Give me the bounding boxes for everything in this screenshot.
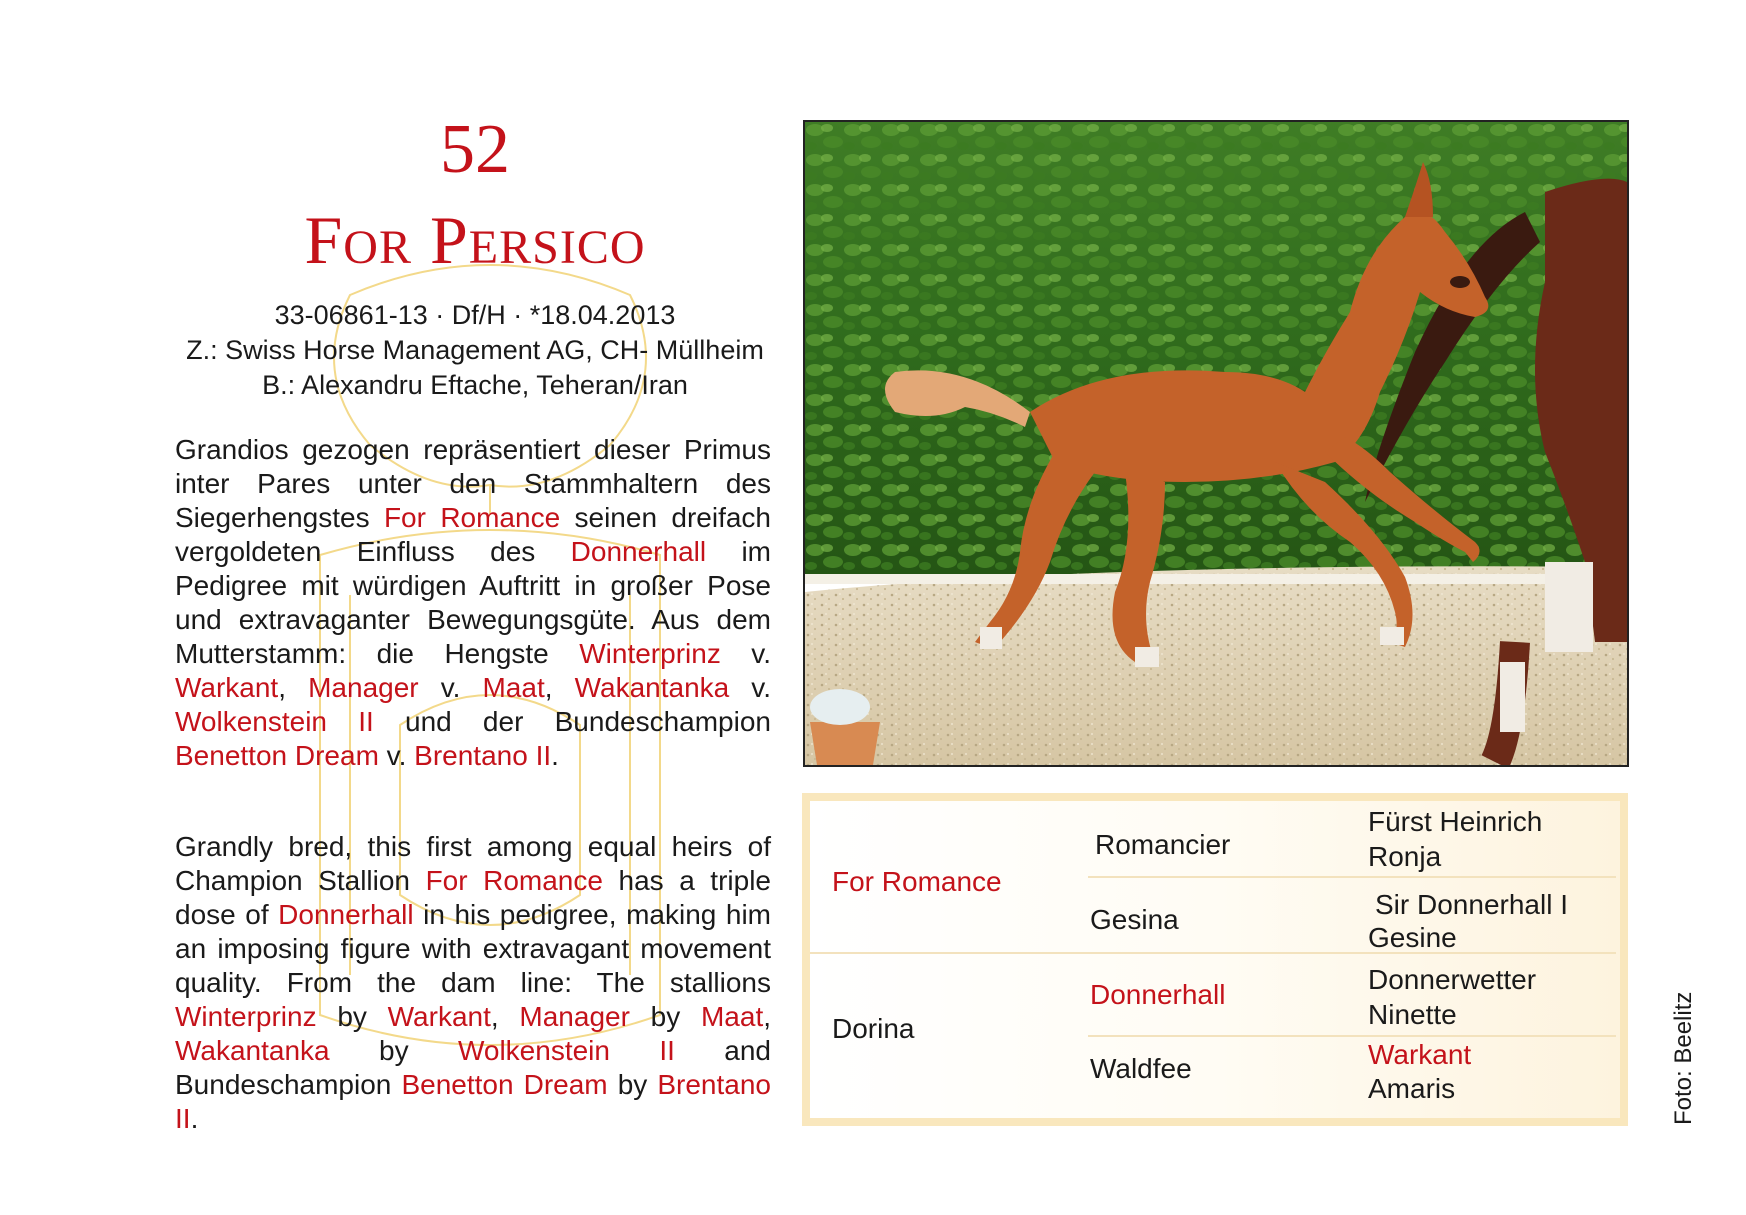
description-text-segment: v. <box>729 672 772 703</box>
pedigree-sd-sire: Sir Donnerhall I <box>1375 889 1568 920</box>
description-text-segment: . <box>190 1103 199 1134</box>
highlighted-horse-name: Donnerhall <box>278 899 414 930</box>
pedigree-divider-main <box>810 952 1616 954</box>
description-text-segment: Grandly bred, this first among equal heirs of Champion Stallion <box>175 831 771 896</box>
pedigree-sire: For Romance <box>832 866 1002 897</box>
registration-line: 33-06861-13 · Df/H · *18.04.2013 <box>274 300 676 330</box>
highlighted-horse-name: Manager <box>519 1001 630 1032</box>
photo-credit: Foto: Beelitz <box>1670 991 1697 1125</box>
horse-photo <box>803 120 1629 767</box>
pedigree-sd-dam: Gesine <box>1368 922 1457 953</box>
pedigree-inner <box>810 801 1620 1118</box>
description-text-segment: v. <box>418 672 483 703</box>
horse-name: For Persico <box>304 202 646 278</box>
highlighted-horse-name: Winterprinz <box>579 638 721 669</box>
highlighted-horse-name: Maat <box>482 672 545 703</box>
description-text-segment: . <box>551 740 559 771</box>
pedigree-table <box>802 793 1628 1126</box>
highlighted-horse-name: Brentano II <box>175 1069 771 1134</box>
foal-photo-illustration <box>805 122 1627 765</box>
description-text-segment: by <box>316 1001 388 1032</box>
description-text-segment: im Pedigree mit würdigen Auftritt in großer Pose und extravaganter Bewegungsgüte. Aus dem Mutterstamm: die Hengste <box>175 536 771 669</box>
description-text-segment: by <box>629 1001 701 1032</box>
description-german <box>175 433 771 773</box>
pedigree-dam-dam: Waldfee <box>1090 1053 1192 1084</box>
highlighted-horse-name: Wolkenstein II <box>175 706 374 737</box>
highlighted-horse-name: Benetton Dream <box>401 1069 608 1100</box>
description-text-segment: v. <box>378 740 415 771</box>
pedigree-dd-sire: Warkant <box>1368 1039 1472 1070</box>
highlighted-horse-name: Benetton Dream <box>175 740 379 771</box>
pedigree-dd-dam: Amaris <box>1368 1073 1456 1104</box>
description-text-segment: has a triple dose of <box>175 865 771 930</box>
highlighted-horse-name: Wolkenstein II <box>457 1035 675 1066</box>
description-text-segment: , <box>544 672 575 703</box>
description-text-segment: und der Bundeschampion <box>373 706 771 737</box>
description-text-segment: Grandios gezogen repräsentiert dieser Primus inter Pares unter den Stammhaltern des Siegerhengstes <box>175 434 771 533</box>
highlighted-horse-name: Warkant <box>387 1001 491 1032</box>
pedigree-ss-dam: Ronja <box>1368 841 1442 872</box>
pedigree-dam: Dorina <box>832 1013 915 1044</box>
pedigree-dam-sire: Donnerhall <box>1090 979 1226 1010</box>
description-text-segment: and Bundeschampion <box>175 1035 772 1100</box>
description-text-segment: , <box>490 1001 520 1032</box>
highlighted-horse-name: Donnerhall <box>570 536 707 567</box>
pedigree-sire-dam: Gesina <box>1090 904 1179 935</box>
description-text-segment: by <box>607 1069 658 1100</box>
highlighted-horse-name: Winterprinz <box>175 1001 317 1032</box>
pedigree-ss-sire: Fürst Heinrich <box>1368 806 1543 837</box>
breeder-line: Z.: Swiss Horse Management AG, CH- Müllheim <box>186 335 764 365</box>
description-text-segment: , <box>763 1001 772 1032</box>
pedigree-sire-sire: Romancier <box>1095 829 1231 860</box>
description-text-segment: by <box>329 1035 458 1066</box>
pedigree-divider-sire <box>1088 876 1616 878</box>
highlighted-horse-name: For Romance <box>425 865 603 896</box>
highlighted-horse-name: For Romance <box>383 502 561 533</box>
description-text-segment: v. <box>720 638 772 669</box>
pedigree-ds-dam: Ninette <box>1368 999 1457 1030</box>
highlighted-horse-name: Warkant <box>175 672 279 703</box>
highlighted-horse-name: Wakantanka <box>175 1035 330 1066</box>
description-english <box>175 830 771 1136</box>
pedigree-divider-dam <box>1088 1035 1616 1037</box>
description-text-segment: , <box>278 672 309 703</box>
highlighted-horse-name: Maat <box>700 1001 764 1032</box>
pedigree-ds-sire: Donnerwetter <box>1368 964 1537 995</box>
description-text-segment: seinen dreifach vergoldeten Einfluss des <box>175 502 772 567</box>
lot-number: 52 <box>440 111 510 188</box>
description-text-segment: in his pedigree, making him an imposing figure with extravagant movement quality. From the dam line: The stallions <box>175 899 771 998</box>
highlighted-horse-name: Brentano II <box>414 740 552 771</box>
highlighted-horse-name: Manager <box>308 672 419 703</box>
owner-line: B.: Alexandru Eftache, Teheran/Iran <box>262 370 688 400</box>
highlighted-horse-name: Wakantanka <box>574 672 730 703</box>
